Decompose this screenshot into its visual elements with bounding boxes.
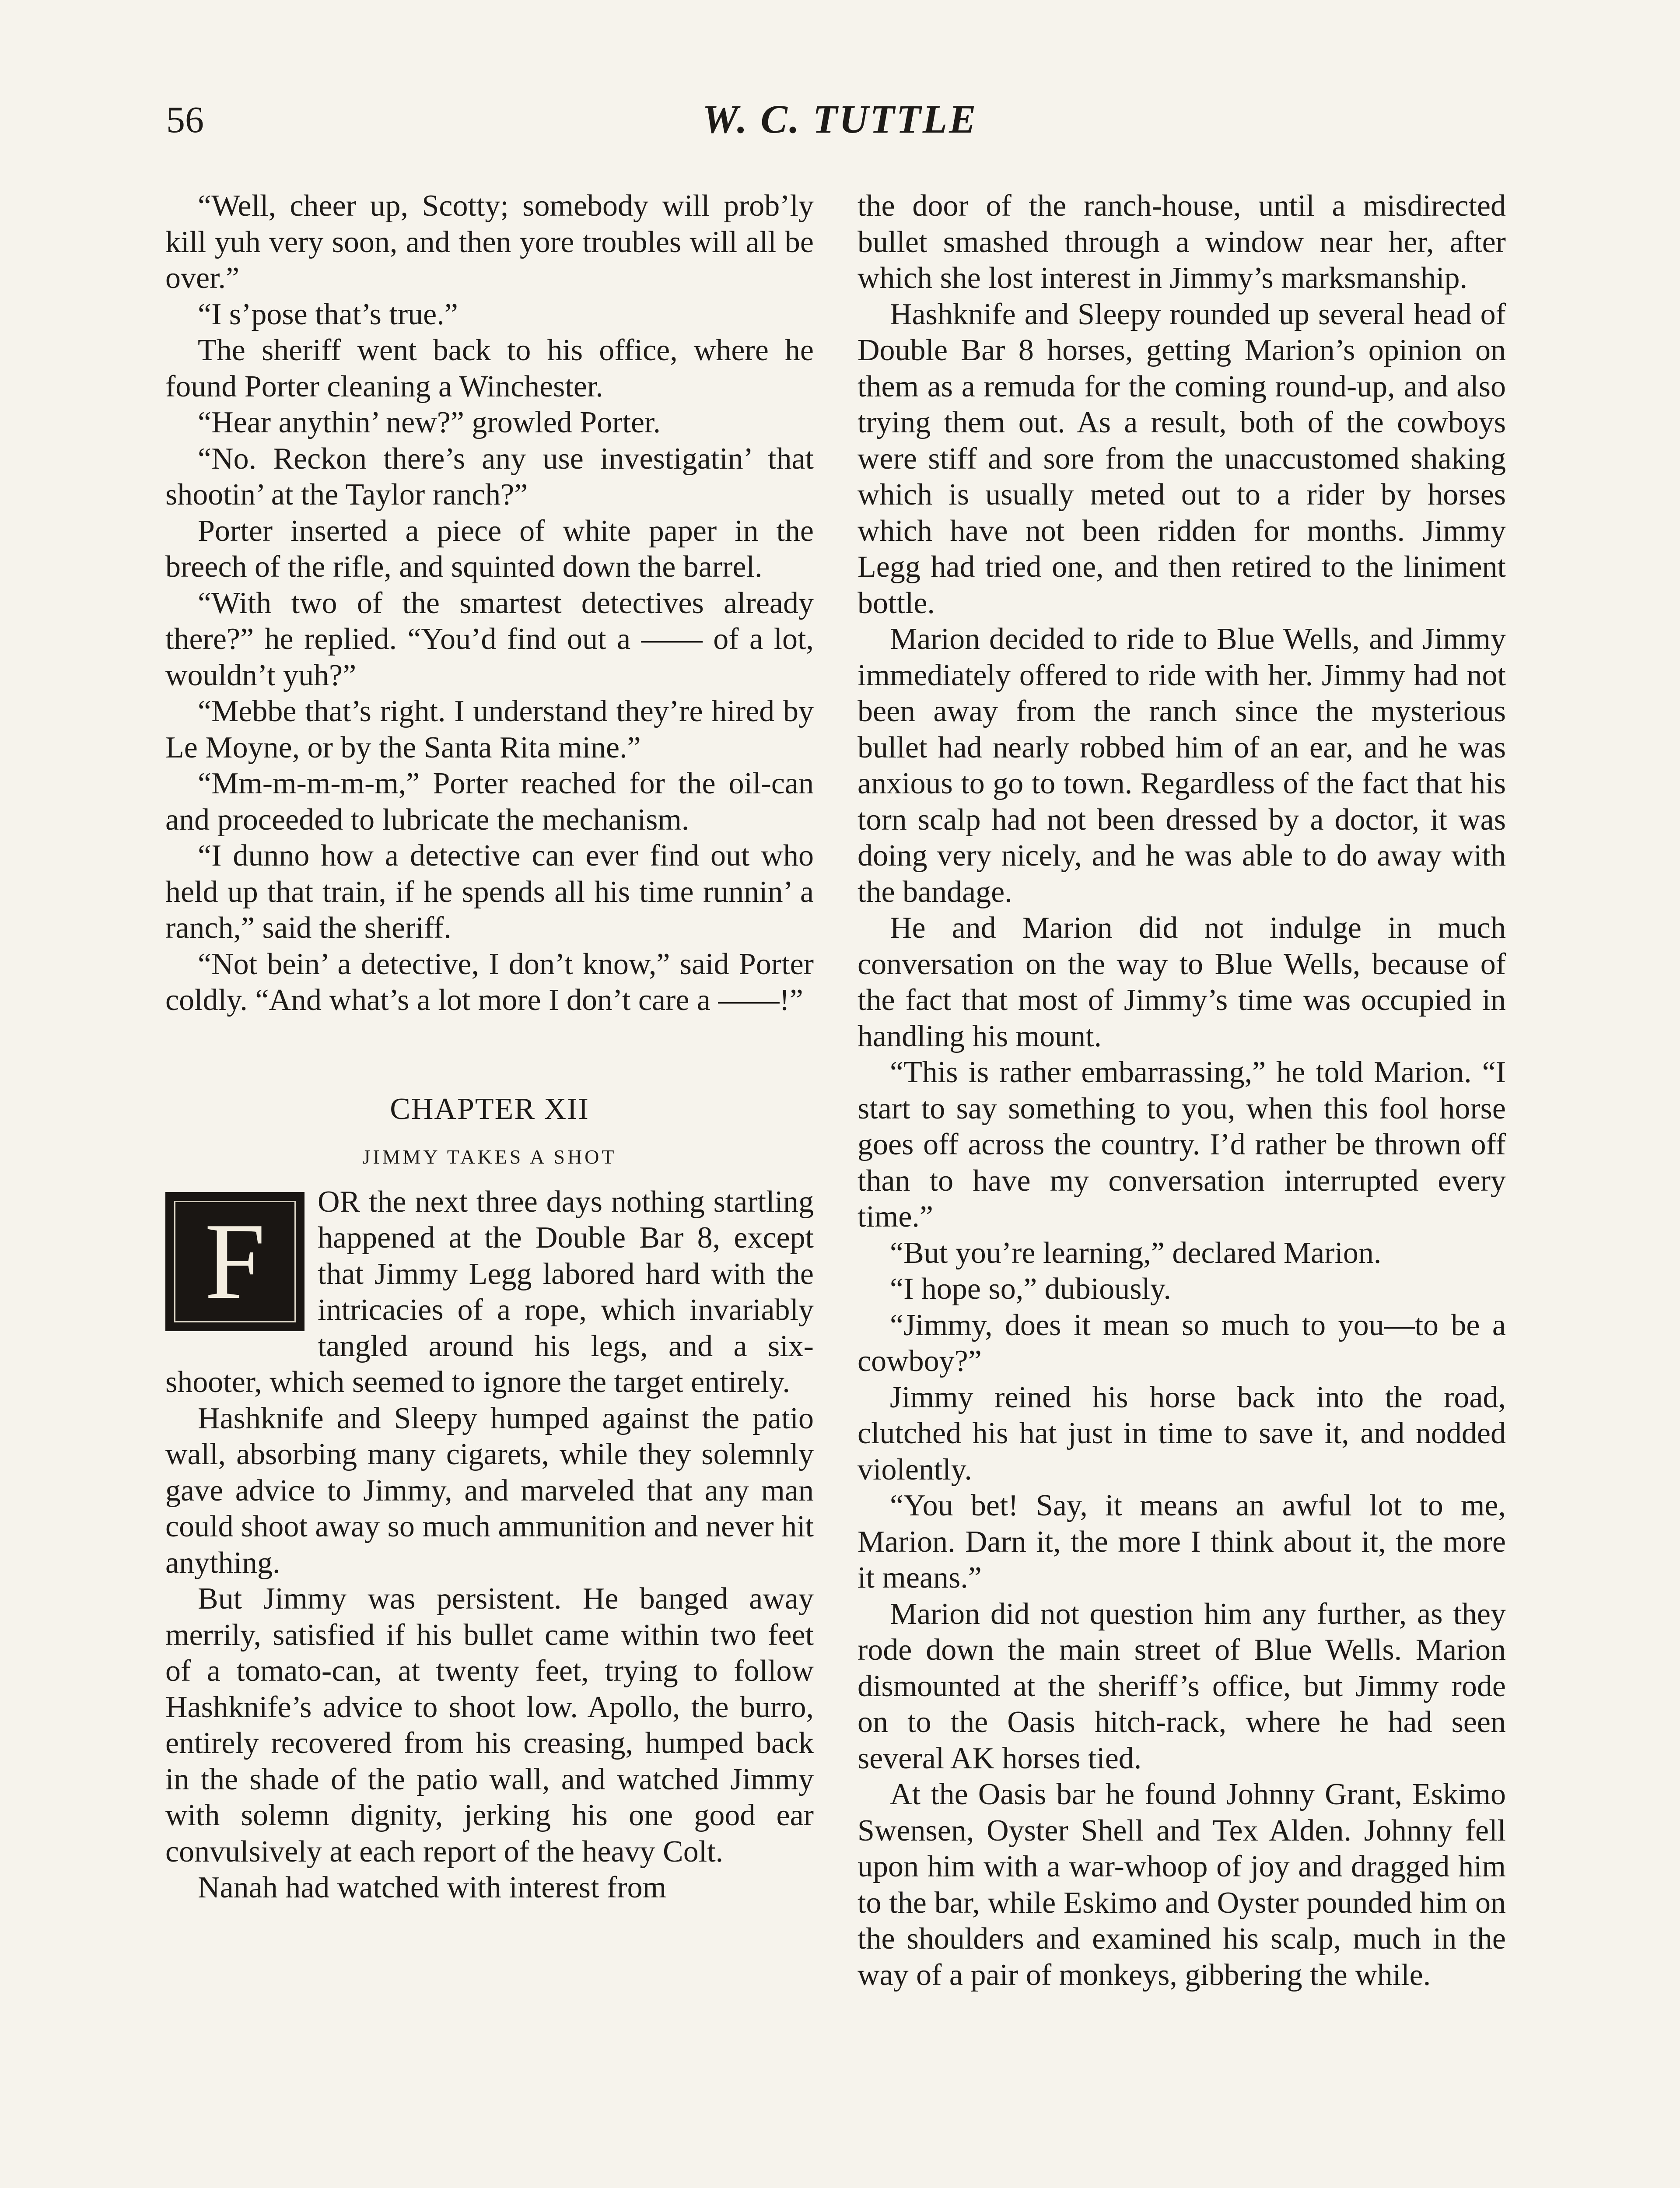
continued-paragraph: the door of the ranch-house, until a misdirected bullet smashed through a window near her, after which she lost interest in Jimmy’s marksmanship. — [858, 189, 1506, 295]
paragraph: Jimmy reined his horse back into the road, clutched his hat just in time to save it, and nodded violently. — [858, 1380, 1506, 1487]
paragraph: “But you’re learning,” declared Marion. — [890, 1236, 1382, 1270]
paragraph: Marion did not question him any further, as they rode down the main street of Blue Wells. Marion dismounted at the sheriff’s office, but Jimmy rode on to the Oasis hitch-rack, where he had seen several AK horses tied. — [858, 1597, 1506, 1775]
paragraph: “Jimmy, does it mean so much to you—to be a cowboy?” — [858, 1308, 1506, 1378]
paragraph: “Hear anythin’ new?” growled Porter. — [198, 406, 661, 439]
drop-cap — [165, 1192, 304, 1331]
paragraph: He and Marion did not indulge in much conversation on the way to Blue Wells, because of the fact that most of Jimmy’s time was occupied in handling his mount. — [858, 911, 1506, 1053]
paragraph: “No. Reckon there’s any use investigatin’ that shootin’ at the Taylor ranch?” — [165, 442, 814, 512]
drop-cap-letter: F — [174, 1201, 296, 1322]
running-head: W. C. TUTTLE — [702, 97, 978, 141]
paragraph: “This is rather embarrassing,” he told Marion. “I start to say something to you, when this fool horse goes off across the country. I’d rather be thrown off than to have my conversation interrupted every time.” — [858, 1055, 1506, 1234]
paragraph: “I s’pose that’s true.” — [198, 297, 458, 331]
paragraph: “Mebbe that’s right. I understand they’re hired by Le Moyne, or by the Santa Rita mine.” — [165, 694, 814, 764]
paragraph: Marion decided to ride to Blue Wells, and Jimmy immediately offered to ride with her. Jimmy had not been away from the ranch since the mysterious bullet had nearly robbed him of an ear, and he was anxious to go to town. Regardless of the fact that his torn scalp had not been dressed by a doctor, it was doing very nicely, and he was able to do away with the bandage. — [858, 622, 1506, 909]
paragraph: The sheriff went back to his office, where he found Porter cleaning a Winchester. — [165, 333, 814, 403]
paragraph: “I dunno how a detective can ever find out who held up that train, if he spends all his time runnin’ a ranch,” said the sheriff. — [165, 839, 814, 945]
paragraph: “With two of the smartest detectives already there?” he replied. “You’d find out a —— of a lot, wouldn’t yuh?” — [165, 586, 814, 692]
paragraph: Nanah had watched with interest from — [198, 1871, 667, 1904]
paragraph: At the Oasis bar he found Johnny Grant, Eskimo Swensen, Oyster Shell and Tex Alden. Johnny fell upon him with a war-whoop of joy and dragged him to the bar, while Eskimo and Oyster pounded him on the shoulders and examined his scalp, much in the way of a pair of monkeys, gibbering the while. — [858, 1778, 1506, 1992]
chapter-heading: CHAPTER XII — [390, 1092, 589, 1126]
chapter-opening-paragraph — [165, 1184, 814, 1401]
left-column — [165, 188, 814, 1906]
paragraph: “I hope so,” dubiously. — [890, 1272, 1171, 1306]
paragraph: “Not bein’ a detective, I don’t know,” said Porter coldly. “And what’s a lot more I don’t care a ——!” — [165, 947, 814, 1017]
page-number: 56 — [166, 98, 204, 140]
chapter-subtitle: JIMMY TAKES A SHOT — [362, 1145, 617, 1168]
paragraph: Hashknife and Sleepy humped against the patio wall, absorbing many cigarets, while they solemnly gave advice to Jimmy, and marveled that any man could shoot away so much ammunition and never hit anything. — [165, 1401, 814, 1580]
paragraph: “You bet! Say, it means an awful lot to me, Marion. Darn it, the more I think about it, the more it means.” — [858, 1489, 1506, 1595]
paragraph: Porter inserted a piece of white paper in the breech of the rifle, and squinted down the barrel. — [165, 514, 814, 584]
paragraph: Hashknife and Sleepy rounded up several head of Double Bar 8 horses, getting Marion’s opinion on them as a remuda for the coming round-up, and also trying them out. As a result, both of the cowboys were stiff and sore from the unaccustomed shaking which is usually meted out to a rider by horses which have not been ridden for months. Jimmy Legg had tried one, and then retired to the liniment bottle. — [858, 297, 1506, 620]
right-column — [858, 188, 1506, 1993]
paragraph: “Mm-m-m-m-m,” Porter reached for the oil-can and proceeded to lubricate the mechanism. — [165, 767, 814, 837]
chapter-opening-text: OR the next three days nothing startling happened at the Double Bar 8, except that Jimmy Legg labored hard with the intricacies of a rope, which invariably tangled around his legs, and a six-shooter, which seemed to ignore the target entirely. — [165, 1185, 814, 1399]
paragraph: “Well, cheer up, Scotty; somebody will prob’ly kill yuh very soon, and then yore troubles will all be over.” — [165, 189, 814, 295]
paragraph: But Jimmy was persistent. He banged away merrily, satisfied if his bullet came within two feet of a tomato-can, at twenty feet, trying to follow Hashknife’s advice to shoot low. Apollo, the burro, entirely recovered from his creasing, humped back in the shade of the patio wall, and watched Jimmy with solemn dignity, jerking his one good ear convulsively at each report of the heavy Colt. — [165, 1582, 814, 1869]
